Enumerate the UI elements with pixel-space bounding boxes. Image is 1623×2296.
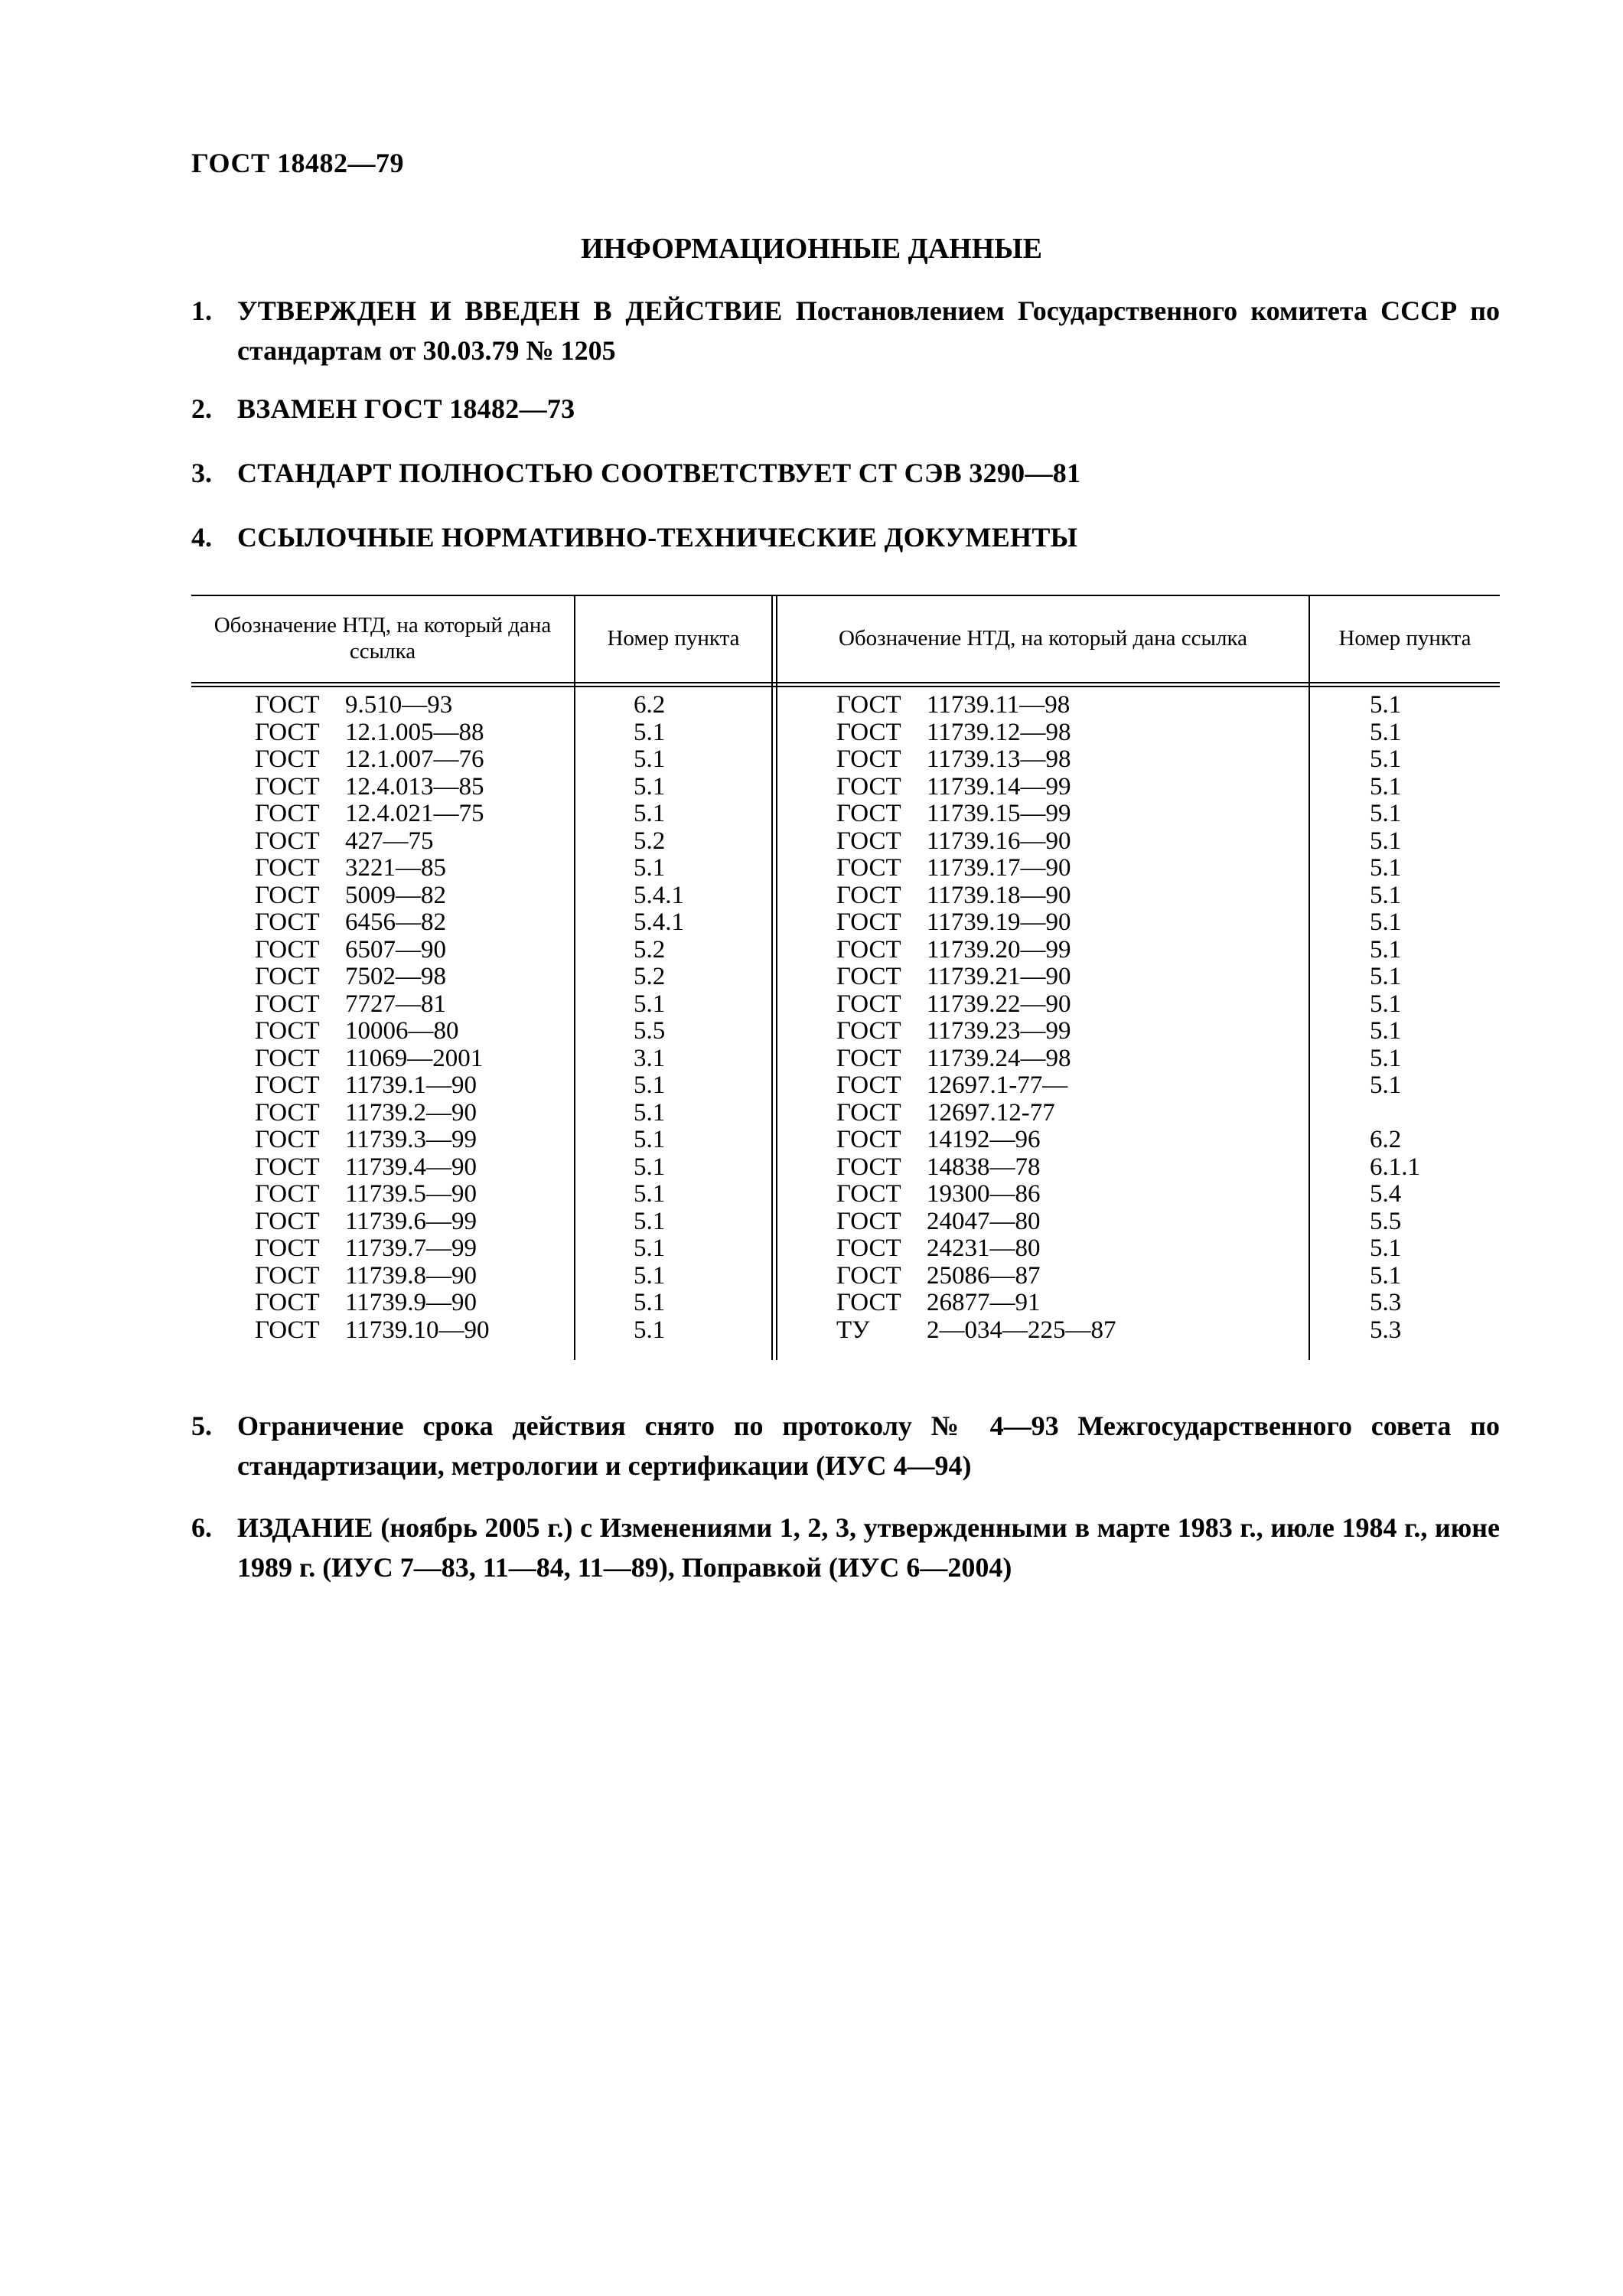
doc-number: 11739.15—99	[927, 800, 1071, 827]
point-number: 5.3	[1370, 1316, 1402, 1344]
point-number: 5.1	[634, 1316, 666, 1344]
doc-number: 26877—91	[927, 1289, 1041, 1316]
point-number: 6.1.1	[1370, 1153, 1420, 1181]
doc-number: 14838—78	[927, 1153, 1041, 1181]
doc-number: 11739.17—90	[927, 854, 1071, 882]
table-row	[255, 964, 490, 991]
point-number: 5.1	[634, 1071, 666, 1099]
table-row	[836, 719, 1116, 747]
doc-type: ГОСТ	[255, 827, 320, 855]
doc-number: 5009—82	[345, 881, 446, 909]
point-number: 6.2	[634, 691, 666, 719]
header-reference-right: Обозначение НТД, на который дана ссылка	[838, 626, 1248, 651]
doc-number: 11739.16—90	[927, 827, 1071, 855]
doc-number: 6507—90	[345, 935, 446, 964]
table-row	[836, 828, 1116, 856]
reference-table	[191, 595, 1500, 1360]
table-row	[836, 746, 1116, 774]
doc-type: ГОСТ	[255, 1261, 320, 1290]
table-row	[255, 1072, 490, 1100]
doc-type: ГОСТ	[255, 718, 320, 746]
column-divider	[1309, 595, 1310, 1360]
doc-type: ГОСТ	[255, 963, 320, 990]
point-number: 5.1	[1370, 718, 1402, 746]
point-number: 5.5	[1370, 1207, 1402, 1235]
doc-type: ГОСТ	[836, 772, 901, 801]
doc-type: ГОСТ	[836, 1261, 901, 1290]
header-point-right: Номер пункта	[1338, 626, 1471, 651]
table-row	[255, 909, 490, 937]
doc-type: ГОСТ	[836, 1289, 901, 1316]
point-number: 5.1	[1370, 854, 1402, 882]
doc-number: 24047—80	[927, 1207, 1041, 1235]
doc-number: 12697.1-77—	[927, 1071, 1068, 1099]
table-row	[255, 1100, 490, 1127]
doc-type: ГОСТ	[836, 935, 901, 964]
point-number: 6.2	[1370, 1126, 1402, 1153]
doc-number: 11739.20—99	[927, 935, 1071, 964]
right-point-column	[1370, 692, 1420, 1344]
point-number: 5.1	[1370, 1017, 1402, 1045]
point-number: 5.1	[1370, 1044, 1402, 1072]
point-number: 5.1	[1370, 908, 1402, 936]
doc-number: 12.4.021—75	[345, 800, 484, 827]
doc-type: ГОСТ	[255, 1207, 320, 1235]
doc-type: ГОСТ	[255, 1071, 320, 1099]
doc-number: 11739.5—90	[345, 1180, 477, 1208]
doc-number: 11739.10—90	[345, 1316, 490, 1344]
table-row	[836, 1127, 1116, 1154]
doc-type: ГОСТ	[836, 718, 901, 746]
table-row	[836, 1072, 1116, 1100]
table-row	[255, 774, 490, 801]
table-row	[836, 937, 1116, 964]
point-number: 5.2	[634, 827, 666, 855]
doc-type: ГОСТ	[255, 1126, 320, 1153]
doc-number: 11739.4—90	[345, 1153, 477, 1181]
item-number: 5.	[191, 1411, 212, 1441]
table-row	[255, 1208, 490, 1236]
table-row	[836, 909, 1116, 937]
doc-type: ГОСТ	[255, 745, 320, 773]
doc-type: ГОСТ	[255, 1017, 320, 1045]
doc-type: ГОСТ	[255, 772, 320, 801]
table-row	[255, 828, 490, 856]
point-number: 5.1	[1370, 1261, 1402, 1290]
point-number: 5.1	[1370, 1071, 1402, 1099]
item-number: 4.	[191, 522, 212, 553]
table-row	[255, 1154, 490, 1182]
doc-number: 11739.18—90	[927, 881, 1071, 909]
point-number: 5.1	[634, 1153, 666, 1181]
point-number: 5.1	[1370, 990, 1402, 1018]
doc-type: ГОСТ	[836, 1126, 901, 1153]
doc-type: ТУ	[836, 1316, 870, 1344]
doc-number: 11739.8—90	[345, 1261, 477, 1290]
table-row	[255, 746, 490, 774]
item-heading: ИЗДАНИЕ	[237, 1512, 373, 1543]
point-number: 5.1	[634, 1098, 666, 1127]
point-number: 5.1	[634, 800, 666, 827]
table-row	[836, 1208, 1116, 1236]
table-header-rule-double	[191, 686, 1500, 687]
point-number: 5.1	[634, 1207, 666, 1235]
doc-number: 11739.2—90	[345, 1098, 477, 1127]
table-row	[836, 1181, 1116, 1208]
header-reference-left: Обозначение НТД, на который дана ссылка	[213, 613, 552, 664]
doc-type: ГОСТ	[255, 990, 320, 1018]
doc-type: ГОСТ	[255, 1316, 320, 1344]
point-number: 5.1	[634, 718, 666, 746]
doc-number: 7502—98	[345, 963, 446, 990]
info-item-approval	[191, 291, 1500, 370]
item-number: 6.	[191, 1512, 212, 1543]
doc-number: 11739.6—99	[345, 1207, 477, 1235]
item-text: Постановлением Государственного комитета СССР по стандартам от 30.03.79 № 1205	[237, 295, 1501, 366]
page-title: ИНФОРМАЦИОННЫЕ ДАННЫЕ	[581, 233, 1042, 265]
doc-number: 11739.11—98	[927, 691, 1071, 719]
table-row	[255, 1263, 490, 1290]
table-row	[836, 1317, 1116, 1345]
table-row	[255, 1018, 490, 1045]
point-number: 5.1	[634, 1261, 666, 1290]
column-divider-center-double	[776, 595, 777, 1360]
header-point-left: Номер пункта	[607, 626, 740, 651]
table-row	[836, 1290, 1116, 1317]
table-row	[255, 692, 490, 719]
point-number: 5.2	[634, 935, 666, 964]
point-number: 5.3	[1370, 1289, 1402, 1316]
point-number: 5.4.1	[634, 908, 684, 936]
left-point-column	[634, 692, 684, 1344]
point-number: 5.4	[1370, 1180, 1402, 1208]
point-number: 5.1	[1370, 745, 1402, 773]
info-item-replaces	[191, 389, 1500, 429]
table-row	[836, 1235, 1116, 1263]
point-number: 5.1	[634, 854, 666, 882]
point-number: 5.1	[634, 772, 666, 801]
table-row	[836, 964, 1116, 991]
info-item-references	[191, 517, 1500, 557]
point-number: 3.1	[634, 1044, 666, 1072]
doc-type: ГОСТ	[836, 827, 901, 855]
point-number: 5.1	[1370, 881, 1402, 909]
point-number: 5.1	[634, 1289, 666, 1316]
doc-number: 19300—86	[927, 1180, 1041, 1208]
doc-number: 11739.24—98	[927, 1044, 1071, 1072]
doc-type: ГОСТ	[255, 908, 320, 936]
table-row	[255, 882, 490, 910]
doc-number: 11739.21—90	[927, 963, 1071, 990]
table-row	[255, 1181, 490, 1208]
item-number: 2.	[191, 393, 212, 424]
doc-number: 14192—96	[927, 1126, 1041, 1153]
table-row	[836, 1045, 1116, 1073]
doc-type: ГОСТ	[836, 745, 901, 773]
doc-number: 12.4.013—85	[345, 772, 484, 801]
doc-type: ГОСТ	[255, 1234, 320, 1262]
doc-number: 11069—2001	[345, 1044, 484, 1072]
doc-number: 11739.3—99	[345, 1126, 477, 1153]
doc-type: ГОСТ	[836, 1234, 901, 1262]
doc-number: 11739.1—90	[345, 1071, 477, 1099]
table-row	[255, 1045, 490, 1073]
item-heading: ВЗАМЕН ГОСТ 18482—73	[237, 393, 575, 424]
doc-type: ГОСТ	[836, 1180, 901, 1208]
doc-type: ГОСТ	[836, 1207, 901, 1235]
doc-number: 12697.12-77	[927, 1098, 1055, 1127]
doc-number: 427—75	[345, 827, 434, 855]
left-reference-column	[255, 692, 490, 1344]
table-row	[836, 1263, 1116, 1290]
doc-number: 11739.9—90	[345, 1289, 477, 1316]
page-header: ГОСТ 18482—79	[191, 148, 404, 178]
table-row	[836, 801, 1116, 828]
right-reference-column	[836, 692, 1116, 1344]
table-row	[836, 991, 1116, 1019]
info-item-conformity	[191, 453, 1500, 493]
item-text: (ноябрь 2005 г.) с Изменениями 1, 2, 3, утвержденными в марте 1983 г., июле 1984 г., июне 1989 г. (ИУС 7—83, 11—84, 11—89), Поправкой (ИУС 6—2004)	[237, 1512, 1501, 1583]
table-row	[836, 1100, 1116, 1127]
table-row	[255, 855, 490, 882]
point-number: 5.1	[634, 1180, 666, 1208]
point-number: 5.1	[634, 1126, 666, 1153]
doc-number: 12.1.005—88	[345, 718, 484, 746]
doc-type: ГОСТ	[255, 854, 320, 882]
doc-type: ГОСТ	[255, 1153, 320, 1181]
item-heading: ССЫЛОЧНЫЕ НОРМАТИВНО-ТЕХНИЧЕСКИЕ ДОКУМЕНТЫ	[237, 522, 1078, 553]
column-divider	[574, 595, 575, 1360]
item-number: 1.	[191, 295, 212, 326]
doc-type: ГОСТ	[255, 1289, 320, 1316]
item-heading: УТВЕРЖДЕН И ВВЕДЕН В ДЕЙСТВИЕ	[237, 295, 783, 326]
doc-number: 2—034—225—87	[927, 1316, 1116, 1344]
table-row	[836, 855, 1116, 882]
point-number: 5.1	[1370, 935, 1402, 964]
point-number: 5.1	[634, 1234, 666, 1262]
table-row	[836, 882, 1116, 910]
point-number: 5.1	[634, 745, 666, 773]
table-row	[255, 719, 490, 747]
table-row	[836, 774, 1116, 801]
table-row	[836, 1018, 1116, 1045]
doc-type: ГОСТ	[255, 1180, 320, 1208]
table-row	[836, 1154, 1116, 1182]
doc-number: 11739.12—98	[927, 718, 1071, 746]
table-header-rule	[191, 682, 1500, 683]
doc-number: 11739.19—90	[927, 908, 1071, 936]
doc-type: ГОСТ	[255, 800, 320, 827]
doc-number: 6456—82	[345, 908, 446, 936]
item-heading: СТАНДАРТ ПОЛНОСТЬЮ СООТВЕТСТВУЕТ СТ СЭВ 3290—81	[237, 458, 1081, 488]
doc-number: 11739.22—90	[927, 990, 1071, 1018]
doc-type: ГОСТ	[836, 1153, 901, 1181]
doc-number: 9.510—93	[345, 691, 453, 719]
doc-type: ГОСТ	[255, 1098, 320, 1127]
point-number: 5.1	[1370, 827, 1402, 855]
doc-type: ГОСТ	[255, 881, 320, 909]
item-text: Ограничение срока действия снято по протоколу № 4—93 Межгосударственного совета по стандартизации, метрологии и сертификации (ИУС 4—94)	[237, 1411, 1500, 1481]
doc-type: ГОСТ	[836, 1098, 901, 1127]
doc-type: ГОСТ	[836, 908, 901, 936]
doc-number: 11739.13—98	[927, 745, 1071, 773]
doc-type: ГОСТ	[836, 854, 901, 882]
point-number: 5.2	[634, 963, 666, 990]
doc-type: ГОСТ	[836, 990, 901, 1018]
doc-number: 7727—81	[345, 990, 446, 1018]
point-number: 5.1	[1370, 691, 1402, 719]
table-row	[836, 692, 1116, 719]
item-number: 3.	[191, 458, 212, 488]
table-row	[255, 1317, 490, 1345]
doc-type: ГОСТ	[255, 935, 320, 964]
doc-type: ГОСТ	[836, 1044, 901, 1072]
point-number	[1370, 1100, 1420, 1127]
doc-type: ГОСТ	[836, 691, 901, 719]
doc-type: ГОСТ	[836, 963, 901, 990]
table-row	[255, 991, 490, 1019]
doc-number: 3221—85	[345, 854, 446, 882]
doc-type: ГОСТ	[255, 691, 320, 719]
point-number: 5.1	[1370, 963, 1402, 990]
doc-number: 24231—80	[927, 1234, 1041, 1262]
point-number: 5.1	[1370, 800, 1402, 827]
doc-number: 25086—87	[927, 1261, 1041, 1290]
doc-type: ГОСТ	[836, 881, 901, 909]
table-row	[255, 937, 490, 964]
doc-number: 11739.7—99	[345, 1234, 477, 1262]
point-number: 5.1	[634, 990, 666, 1018]
point-number: 5.1	[1370, 1234, 1402, 1262]
doc-number: 10006—80	[345, 1017, 459, 1045]
doc-type: ГОСТ	[255, 1044, 320, 1072]
table-row	[255, 1235, 490, 1263]
doc-type: ГОСТ	[836, 1017, 901, 1045]
info-item-validity	[191, 1406, 1500, 1486]
point-number: 5.4.1	[634, 881, 684, 909]
table-row	[255, 1290, 490, 1317]
column-divider-center	[771, 595, 773, 1360]
doc-number: 11739.23—99	[927, 1017, 1071, 1045]
doc-number: 11739.14—99	[927, 772, 1071, 801]
point-number: 5.5	[634, 1017, 666, 1045]
doc-type: ГОСТ	[836, 800, 901, 827]
info-item-edition	[191, 1508, 1500, 1587]
point-number: 5.1	[1370, 772, 1402, 801]
table-row	[255, 801, 490, 828]
doc-number: 12.1.007—76	[345, 745, 484, 773]
doc-type: ГОСТ	[836, 1071, 901, 1099]
table-row	[255, 1127, 490, 1154]
